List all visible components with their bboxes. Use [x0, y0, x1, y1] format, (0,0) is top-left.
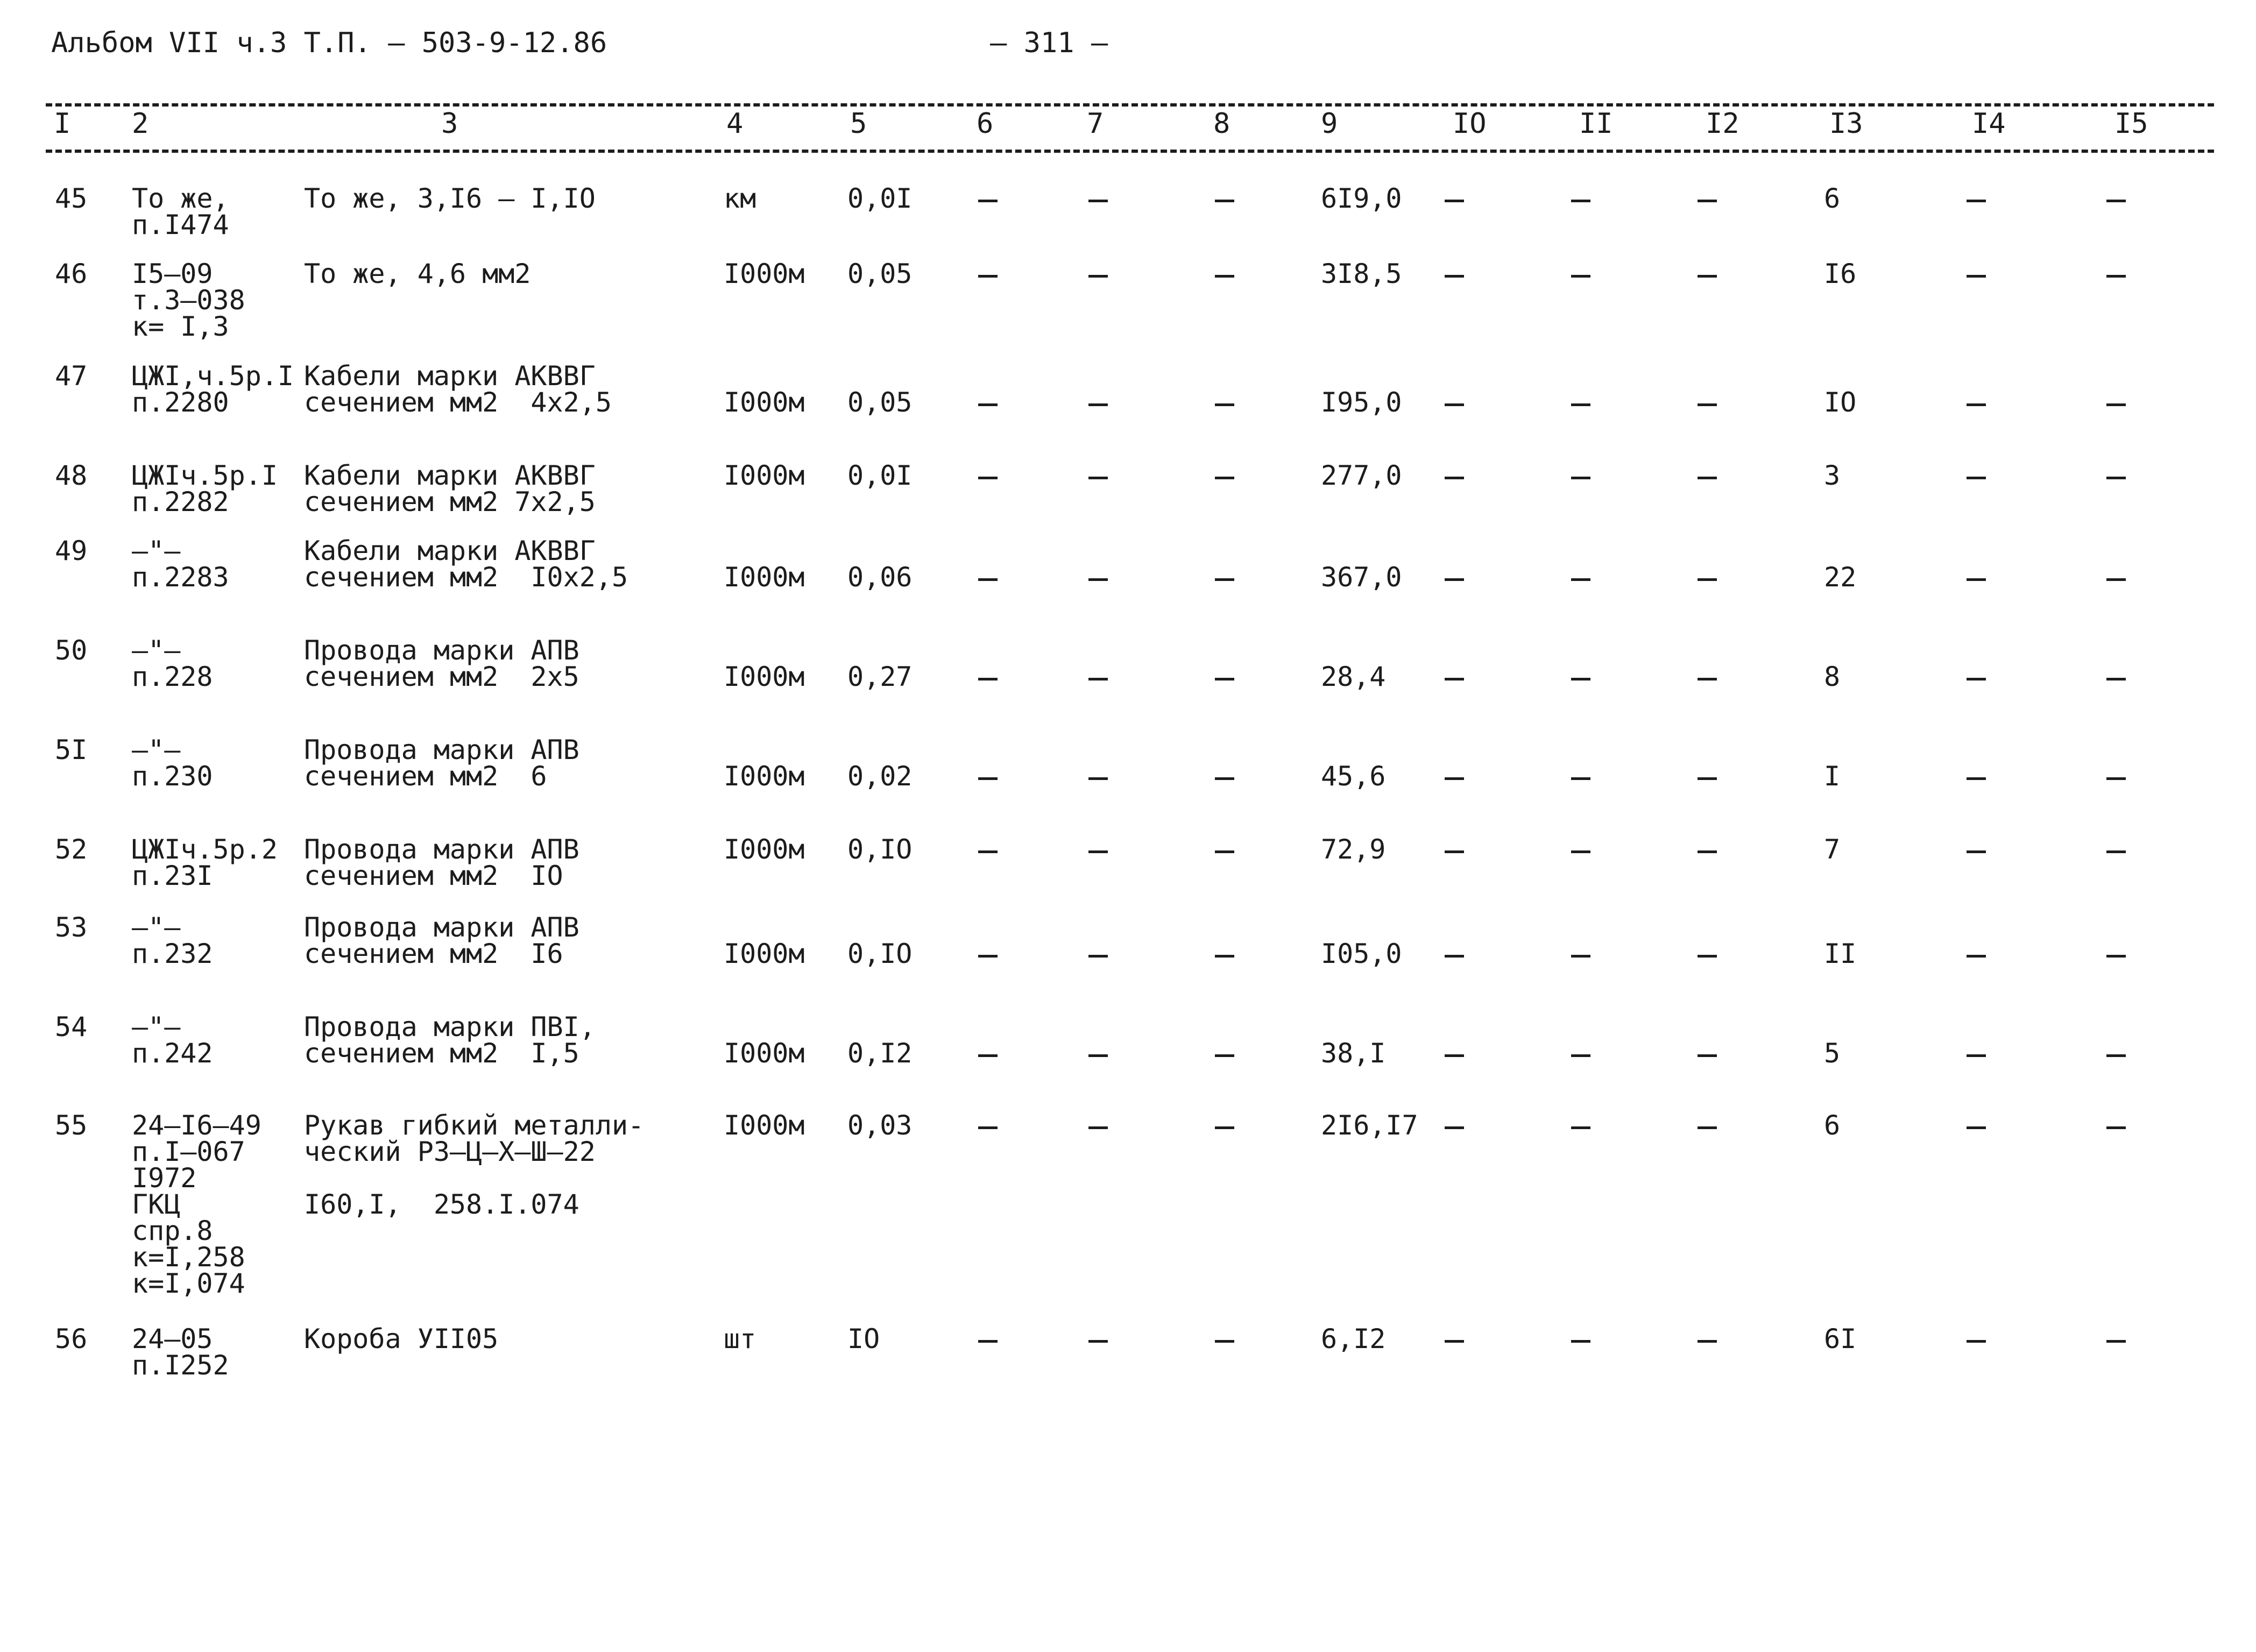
empty-cell-dash: [1698, 477, 1717, 479]
item-description: Провода марки АПВ: [304, 834, 579, 865]
reference-code: 24–I6–49: [132, 1110, 261, 1141]
reference-code: –"–: [132, 734, 181, 765]
column-9-value: 277,0: [1321, 460, 1402, 491]
empty-cell-dash: [2106, 403, 2126, 406]
empty-cell-dash: [1967, 955, 1986, 958]
column-number: I3: [1829, 108, 1863, 140]
reference-code: п.I474: [132, 209, 229, 240]
empty-cell-dash: [1088, 777, 1108, 780]
unit: I000м: [724, 761, 805, 792]
unit: I000м: [724, 1038, 805, 1069]
quantity: 0,06: [847, 562, 913, 593]
column-9-value: I05,0: [1321, 938, 1402, 969]
empty-cell-dash: [1215, 777, 1234, 780]
empty-cell-dash: [1088, 955, 1108, 958]
row-number: 49: [55, 535, 88, 566]
empty-cell-dash: [978, 1126, 998, 1129]
empty-cell-dash: [1698, 1054, 1717, 1057]
empty-cell-dash: [1571, 1054, 1590, 1057]
item-description: Провода марки АПВ: [304, 912, 579, 943]
empty-cell-dash: [1088, 678, 1108, 680]
column-number: 2: [132, 108, 149, 140]
empty-cell-dash: [1698, 777, 1717, 780]
empty-cell-dash: [1215, 678, 1234, 680]
unit: I000м: [724, 661, 805, 692]
item-description: Кабели марки АКВВГ: [304, 360, 596, 392]
row-number: 54: [55, 1011, 88, 1043]
reference-code: п.228: [132, 661, 213, 692]
column-number: 5: [850, 108, 867, 140]
header-bottom-rule: [46, 150, 2214, 153]
unit: I000м: [724, 938, 805, 969]
column-13-value: IO: [1824, 387, 1857, 418]
quantity: 0,IO: [847, 938, 913, 969]
quantity: 0,IO: [847, 834, 913, 865]
empty-cell-dash: [1088, 200, 1108, 202]
reference-code: спр.8: [132, 1215, 213, 1246]
empty-cell-dash: [1445, 1054, 1464, 1057]
row-number: 56: [55, 1323, 88, 1355]
empty-cell-dash: [1088, 403, 1108, 406]
empty-cell-dash: [1445, 477, 1464, 479]
item-description: сечением мм2 I0х2,5: [304, 562, 628, 593]
row-number: 45: [55, 183, 88, 214]
unit: I000м: [724, 562, 805, 593]
column-number: II: [1579, 108, 1613, 140]
reference-code: 24–05: [132, 1323, 213, 1355]
column-13-value: 6: [1824, 1110, 1841, 1141]
reference-code: I5–09: [132, 258, 213, 289]
empty-cell-dash: [2106, 1126, 2126, 1129]
quantity: 0,02: [847, 761, 913, 792]
column-number: IO: [1453, 108, 1487, 140]
column-9-value: 6,I2: [1321, 1323, 1386, 1355]
item-description: Провода марки АПВ: [304, 734, 579, 765]
column-13-value: 6: [1824, 183, 1841, 214]
empty-cell-dash: [1698, 403, 1717, 406]
column-13-value: 22: [1824, 562, 1857, 593]
empty-cell-dash: [1445, 403, 1464, 406]
empty-cell-dash: [1571, 1340, 1590, 1343]
empty-cell-dash: [1571, 477, 1590, 479]
empty-cell-dash: [2106, 200, 2126, 202]
empty-cell-dash: [2106, 275, 2126, 278]
row-number: 52: [55, 834, 88, 865]
empty-cell-dash: [1215, 275, 1234, 278]
header-top-rule: [46, 103, 2214, 107]
unit: км: [724, 183, 756, 214]
empty-cell-dash: [1698, 1126, 1717, 1129]
quantity: 0,05: [847, 258, 913, 289]
item-description: сечением мм2 2х5: [304, 661, 579, 692]
unit: I000м: [724, 258, 805, 289]
unit: I000м: [724, 460, 805, 491]
empty-cell-dash: [1088, 578, 1108, 581]
empty-cell-dash: [1215, 403, 1234, 406]
empty-cell-dash: [1215, 1054, 1234, 1057]
empty-cell-dash: [978, 1340, 998, 1343]
item-description: Кабели марки АКВВГ: [304, 535, 596, 566]
column-13-value: 7: [1824, 834, 1841, 865]
item-description: сечением мм2 IO: [304, 860, 563, 891]
quantity: 0,0I: [847, 183, 913, 214]
row-number: 46: [55, 258, 88, 289]
quantity: 0,05: [847, 387, 913, 418]
empty-cell-dash: [1088, 1340, 1108, 1343]
reference-code: То же,: [132, 183, 229, 214]
quantity: IO: [847, 1323, 880, 1355]
reference-code: п.230: [132, 761, 213, 792]
empty-cell-dash: [1445, 578, 1464, 581]
reference-code: п.I252: [132, 1350, 229, 1381]
reference-code: ГКЦ: [132, 1189, 181, 1220]
empty-cell-dash: [1967, 777, 1986, 780]
unit: I000м: [724, 834, 805, 865]
empty-cell-dash: [2106, 850, 2126, 853]
column-number: 3: [441, 108, 458, 140]
reference-code: п.23I: [132, 860, 213, 891]
empty-cell-dash: [1088, 477, 1108, 479]
reference-code: ЦЖI,ч.5р.I: [132, 360, 294, 392]
empty-cell-dash: [1445, 200, 1464, 202]
empty-cell-dash: [1445, 1340, 1464, 1343]
row-number: 50: [55, 635, 88, 666]
reference-code: т.3–038: [132, 285, 245, 316]
empty-cell-dash: [978, 678, 998, 680]
empty-cell-dash: [1967, 275, 1986, 278]
reference-code: ЦЖIч.5р.2: [132, 834, 278, 865]
empty-cell-dash: [1445, 678, 1464, 680]
empty-cell-dash: [978, 403, 998, 406]
empty-cell-dash: [1215, 850, 1234, 853]
empty-cell-dash: [1445, 850, 1464, 853]
empty-cell-dash: [1698, 1340, 1717, 1343]
unit: шт: [724, 1323, 756, 1355]
reference-code: п.2282: [132, 486, 229, 517]
reference-code: к=I,074: [132, 1268, 245, 1299]
column-9-value: 28,4: [1321, 661, 1386, 692]
empty-cell-dash: [1698, 850, 1717, 853]
empty-cell-dash: [1967, 678, 1986, 680]
column-number: 8: [1213, 108, 1230, 140]
empty-cell-dash: [1445, 275, 1464, 278]
empty-cell-dash: [1967, 1126, 1986, 1129]
empty-cell-dash: [1215, 200, 1234, 202]
column-number: I5: [2114, 108, 2148, 140]
column-13-value: I6: [1824, 258, 1857, 289]
reference-code: п.232: [132, 938, 213, 969]
empty-cell-dash: [978, 777, 998, 780]
item-description: Рукав гибкий металли-: [304, 1110, 645, 1141]
empty-cell-dash: [978, 275, 998, 278]
empty-cell-dash: [1088, 275, 1108, 278]
row-number: 47: [55, 360, 88, 392]
item-description: сечением мм2 7х2,5: [304, 486, 596, 517]
item-description: ческий РЗ–Ц–Х–Ш–22: [304, 1136, 596, 1167]
empty-cell-dash: [1967, 578, 1986, 581]
empty-cell-dash: [1215, 1126, 1234, 1129]
column-9-value: 2I6,I7: [1321, 1110, 1418, 1141]
empty-cell-dash: [2106, 578, 2126, 581]
reference-code: к= I,3: [132, 311, 229, 342]
empty-cell-dash: [1215, 578, 1234, 581]
empty-cell-dash: [1088, 1126, 1108, 1129]
column-number: I: [54, 108, 71, 140]
item-description: Кабели марки АКВВГ: [304, 460, 596, 491]
quantity: 0,03: [847, 1110, 913, 1141]
empty-cell-dash: [1571, 200, 1590, 202]
item-description: I60,I, 258.I.074: [304, 1189, 579, 1220]
item-description: То же, 4,6 мм2: [304, 258, 531, 289]
item-description: сечением мм2 6: [304, 761, 547, 792]
column-number: I4: [1972, 108, 2006, 140]
empty-cell-dash: [2106, 1340, 2126, 1343]
empty-cell-dash: [1698, 678, 1717, 680]
empty-cell-dash: [1571, 678, 1590, 680]
column-9-value: 72,9: [1321, 834, 1386, 865]
empty-cell-dash: [1967, 477, 1986, 479]
reference-code: п.2280: [132, 387, 229, 418]
empty-cell-dash: [978, 477, 998, 479]
reference-code: –"–: [132, 1011, 181, 1043]
item-description: Провода марки ПВI,: [304, 1011, 596, 1043]
empty-cell-dash: [1445, 955, 1464, 958]
empty-cell-dash: [1967, 1340, 1986, 1343]
column-number: I2: [1706, 108, 1739, 140]
item-description: сечением мм2 4х2,5: [304, 387, 612, 418]
column-9-value: I95,0: [1321, 387, 1402, 418]
reference-code: I972: [132, 1162, 197, 1194]
empty-cell-dash: [978, 200, 998, 202]
empty-cell-dash: [978, 578, 998, 581]
column-9-value: 3I8,5: [1321, 258, 1402, 289]
empty-cell-dash: [1571, 955, 1590, 958]
quantity: 0,27: [847, 661, 913, 692]
unit: I000м: [724, 387, 805, 418]
empty-cell-dash: [1215, 955, 1234, 958]
reference-code: п.242: [132, 1038, 213, 1069]
item-description: Провода марки АПВ: [304, 635, 579, 666]
empty-cell-dash: [1571, 275, 1590, 278]
empty-cell-dash: [1698, 275, 1717, 278]
empty-cell-dash: [1571, 777, 1590, 780]
reference-code: –"–: [132, 635, 181, 666]
column-13-value: 6I: [1824, 1323, 1857, 1355]
column-13-value: 3: [1824, 460, 1841, 491]
column-9-value: 45,6: [1321, 761, 1386, 792]
reference-code: ЦЖIч.5р.I: [132, 460, 278, 491]
column-13-value: 5: [1824, 1038, 1841, 1069]
row-number: 55: [55, 1110, 88, 1141]
item-description: сечением мм2 I6: [304, 938, 563, 969]
empty-cell-dash: [1967, 200, 1986, 202]
empty-cell-dash: [1698, 955, 1717, 958]
reference-code: п.I–067: [132, 1136, 245, 1167]
column-13-value: I: [1824, 761, 1841, 792]
empty-cell-dash: [1571, 850, 1590, 853]
reference-code: –"–: [132, 535, 181, 566]
empty-cell-dash: [1445, 1126, 1464, 1129]
empty-cell-dash: [1698, 200, 1717, 202]
column-number: 7: [1087, 108, 1104, 140]
empty-cell-dash: [2106, 1054, 2126, 1057]
item-description: Короба УII05: [304, 1323, 499, 1355]
column-9-value: 367,0: [1321, 562, 1402, 593]
item-description: То же, 3,I6 – I,IO: [304, 183, 596, 214]
empty-cell-dash: [1967, 403, 1986, 406]
empty-cell-dash: [1571, 1126, 1590, 1129]
empty-cell-dash: [1088, 850, 1108, 853]
empty-cell-dash: [2106, 955, 2126, 958]
reference-code: –"–: [132, 912, 181, 943]
quantity: 0,I2: [847, 1038, 913, 1069]
album-header: Альбом VII ч.3 Т.П. – 503-9-12.86: [51, 27, 607, 59]
reference-code: к=I,258: [132, 1242, 245, 1273]
empty-cell-dash: [1215, 1340, 1234, 1343]
item-description: сечением мм2 I,5: [304, 1038, 579, 1069]
row-number: 53: [55, 912, 88, 943]
column-number: 9: [1321, 108, 1338, 140]
empty-cell-dash: [1088, 1054, 1108, 1057]
row-number: 5I: [55, 734, 88, 765]
empty-cell-dash: [978, 850, 998, 853]
quantity: 0,0I: [847, 460, 913, 491]
empty-cell-dash: [2106, 477, 2126, 479]
page-number: – 311 –: [990, 27, 1108, 59]
reference-code: п.2283: [132, 562, 229, 593]
column-13-value: 8: [1824, 661, 1841, 692]
unit: I000м: [724, 1110, 805, 1141]
column-13-value: II: [1824, 938, 1857, 969]
empty-cell-dash: [1215, 477, 1234, 479]
column-9-value: 38,I: [1321, 1038, 1386, 1069]
empty-cell-dash: [1445, 777, 1464, 780]
empty-cell-dash: [1698, 578, 1717, 581]
empty-cell-dash: [978, 1054, 998, 1057]
empty-cell-dash: [1571, 578, 1590, 581]
empty-cell-dash: [2106, 678, 2126, 680]
empty-cell-dash: [1967, 850, 1986, 853]
column-9-value: 6I9,0: [1321, 183, 1402, 214]
empty-cell-dash: [1967, 1054, 1986, 1057]
empty-cell-dash: [1571, 403, 1590, 406]
empty-cell-dash: [2106, 777, 2126, 780]
column-number: 4: [726, 108, 744, 140]
empty-cell-dash: [978, 955, 998, 958]
row-number: 48: [55, 460, 88, 491]
column-number: 6: [977, 108, 994, 140]
